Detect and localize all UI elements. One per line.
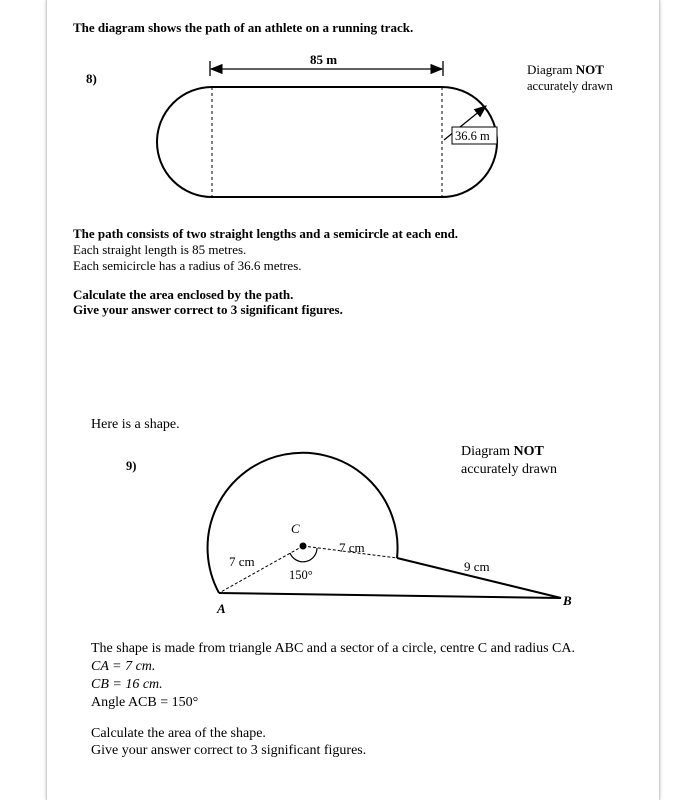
q8-note-line2: accurately drawn bbox=[527, 79, 613, 93]
label-ca: 7 cm bbox=[229, 554, 255, 569]
q9-note-line2: accurately drawn bbox=[461, 462, 557, 477]
centre-point bbox=[300, 543, 307, 550]
q8-number: 8) bbox=[86, 71, 97, 86]
q9-note-line1: Diagram NOT bbox=[461, 444, 544, 459]
label-c: C bbox=[291, 521, 300, 536]
q8-note-line1: Diagram NOT bbox=[527, 62, 604, 77]
label-a: A bbox=[217, 601, 226, 616]
q9-desc1: The shape is made from triangle ABC and a sector of a circle, centre C and radius CA. bbox=[91, 641, 576, 656]
q9-number: 9) bbox=[126, 459, 137, 473]
q8-desc1: The path consists of two straight lengths and a semicircle at each end. bbox=[73, 226, 459, 241]
q9-desc2: CA = 7 cm. bbox=[91, 659, 156, 674]
label-angle: 150° bbox=[289, 568, 313, 582]
q8-desc3: Each semicircle has a radius of 36.6 metres. bbox=[73, 258, 302, 273]
q9-task2: Give your answer correct to 3 significant figures. bbox=[91, 743, 367, 758]
q8-task2: Give your answer correct to 3 significant figures. bbox=[73, 302, 343, 317]
length-label: 85 m bbox=[310, 52, 338, 67]
q8-task1: Calculate the area enclosed by the path. bbox=[73, 287, 294, 302]
q9-desc3: CB = 16 cm. bbox=[91, 677, 163, 692]
q8-desc2: Each straight length is 85 metres. bbox=[73, 242, 247, 257]
label-b: B bbox=[563, 593, 572, 608]
q9-task1: Calculate the area of the shape. bbox=[91, 726, 266, 741]
label-cr: 7 cm bbox=[339, 540, 365, 555]
q8-intro: The diagram shows the path of an athlete on a running track. bbox=[73, 20, 414, 35]
q9-desc4: Angle ACB = 150° bbox=[91, 695, 199, 710]
radius-label: 36.6 m bbox=[455, 129, 490, 143]
side-ab bbox=[219, 593, 561, 598]
q9-intro: Here is a shape. bbox=[91, 417, 180, 432]
label-cb: 9 cm bbox=[464, 559, 490, 574]
angle-arc bbox=[290, 548, 317, 562]
